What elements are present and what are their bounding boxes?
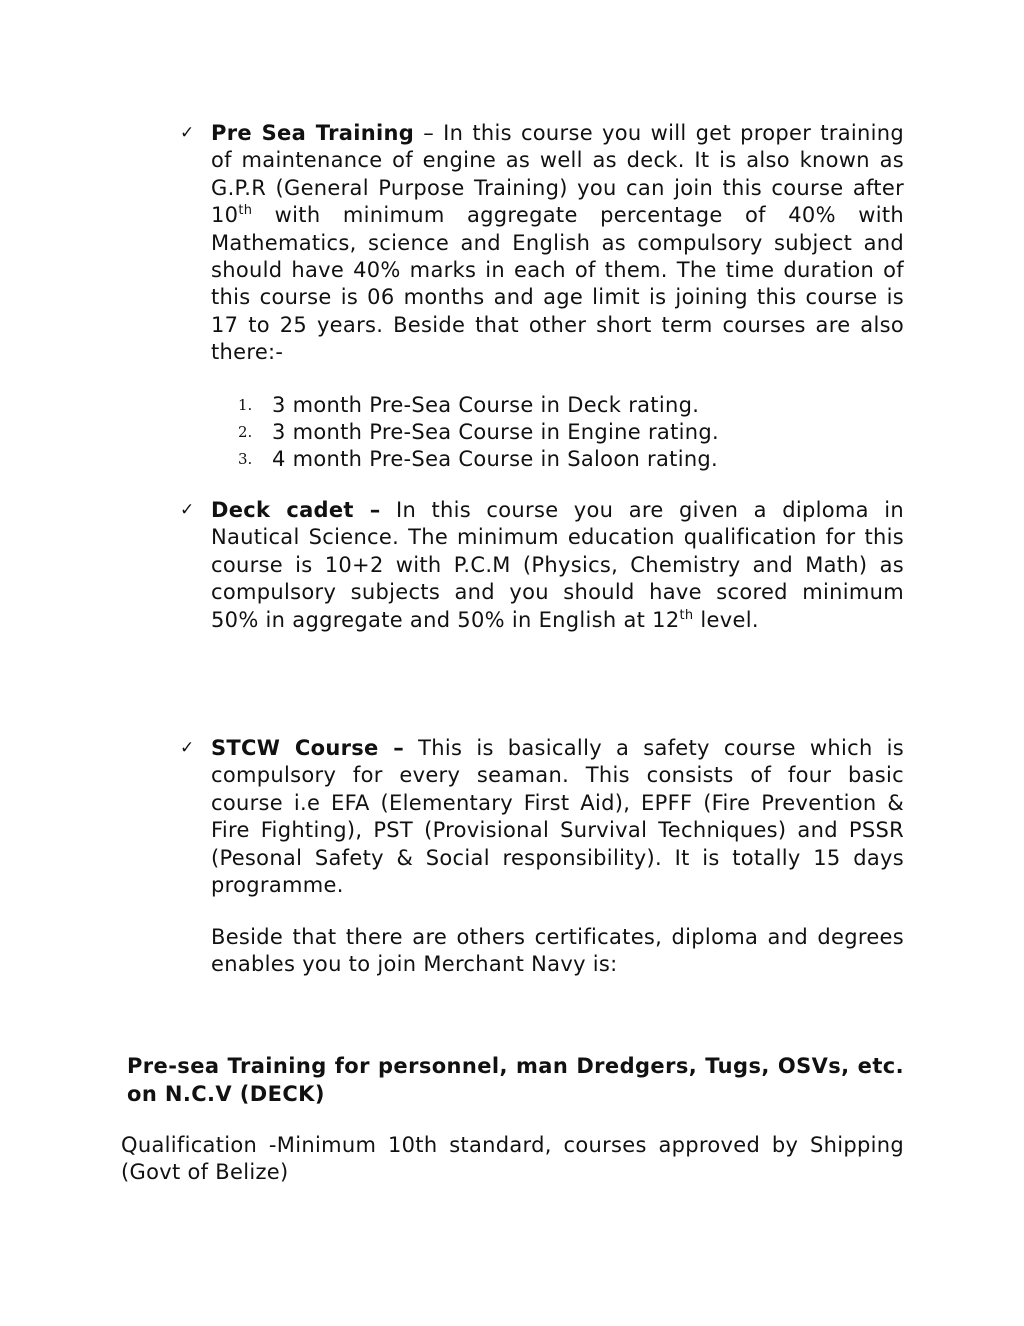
deck-cadet-text-1: In this course you are given a diploma in Nautical Science. The minimum education qualification for this course is 10+2 with P.C.M (Physics, Chemistry and Math) as compulsory subjects and you should have scored minimum 50% in aggregate and 50% in English at 12	[211, 498, 904, 632]
stcw-title: STCW Course –	[211, 736, 405, 760]
list-item-text: 3 month Pre-Sea Course in Engine rating.	[272, 420, 719, 444]
pre-sea-title: Pre Sea Training	[211, 121, 415, 145]
bullet-deck-cadet	[180, 497, 904, 634]
deck-cadet-paragraph	[211, 497, 904, 634]
list-item-number: 2.	[238, 423, 253, 441]
list-item-text: 4 month Pre-Sea Course in Saloon rating.	[272, 447, 719, 471]
pre-sea-text-2: with minimum aggregate percentage of 40% with Mathematics, science and English as compulsory subject and should have 40% marks in each of them. The time duration of this course is 06 months and age limit is joining this course is 17 to 25 years. Beside that other short term courses are also there:-	[211, 203, 904, 365]
short-term-course-list	[238, 392, 838, 473]
checkmark-icon: ✓	[180, 738, 195, 758]
pre-sea-text-1: – In this course you will get proper training of maintenance of engine as well as deck. It is also known as G.P.R (General Purpose Training) you can join this course after 10	[211, 121, 905, 228]
bullet-pre-sea-training	[180, 120, 904, 367]
list-item-text: 3 month Pre-Sea Course in Deck rating.	[272, 393, 700, 417]
stcw-paragraph	[211, 735, 904, 899]
stcw-text: This is basically a safety course which is compulsory for every seaman. This consists of four basic course i.e EFA (Elementary First Aid), EPFF (Fire Prevention & Fire Fighting), PST (Provisional Survival Techniques) and PSSR (Pesonal Safety & Social responsibility). It is totally 15 days programme.	[211, 736, 904, 898]
deck-cadet-sup: th	[679, 607, 694, 623]
qualification-text: Qualification -Minimum 10th standard, courses approved by Shipping (Govt of Belize)	[121, 1133, 904, 1184]
list-item-number: 1.	[238, 396, 253, 414]
pre-sea-paragraph	[211, 120, 904, 367]
list-item	[238, 446, 838, 473]
list-item	[238, 392, 838, 419]
deck-cadet-title: Deck cadet –	[211, 498, 381, 522]
list-item	[238, 419, 838, 446]
list-item-number: 3.	[238, 450, 253, 468]
checkmark-icon: ✓	[180, 123, 195, 143]
pre-sea-sup: th	[238, 203, 253, 219]
followup-paragraph: Beside that there are others certificates, diploma and degrees enables you to join Merchant Navy is:	[211, 925, 932, 977]
deck-cadet-text-2: level.	[693, 607, 759, 632]
followup-block	[180, 924, 932, 979]
bullet-stcw-course	[180, 735, 904, 899]
checkmark-icon: ✓	[180, 500, 195, 520]
section-heading: Pre-sea Training for personnel, man Dredgers, Tugs, OSVs, etc. on N.C.V (DECK)	[127, 1054, 904, 1106]
